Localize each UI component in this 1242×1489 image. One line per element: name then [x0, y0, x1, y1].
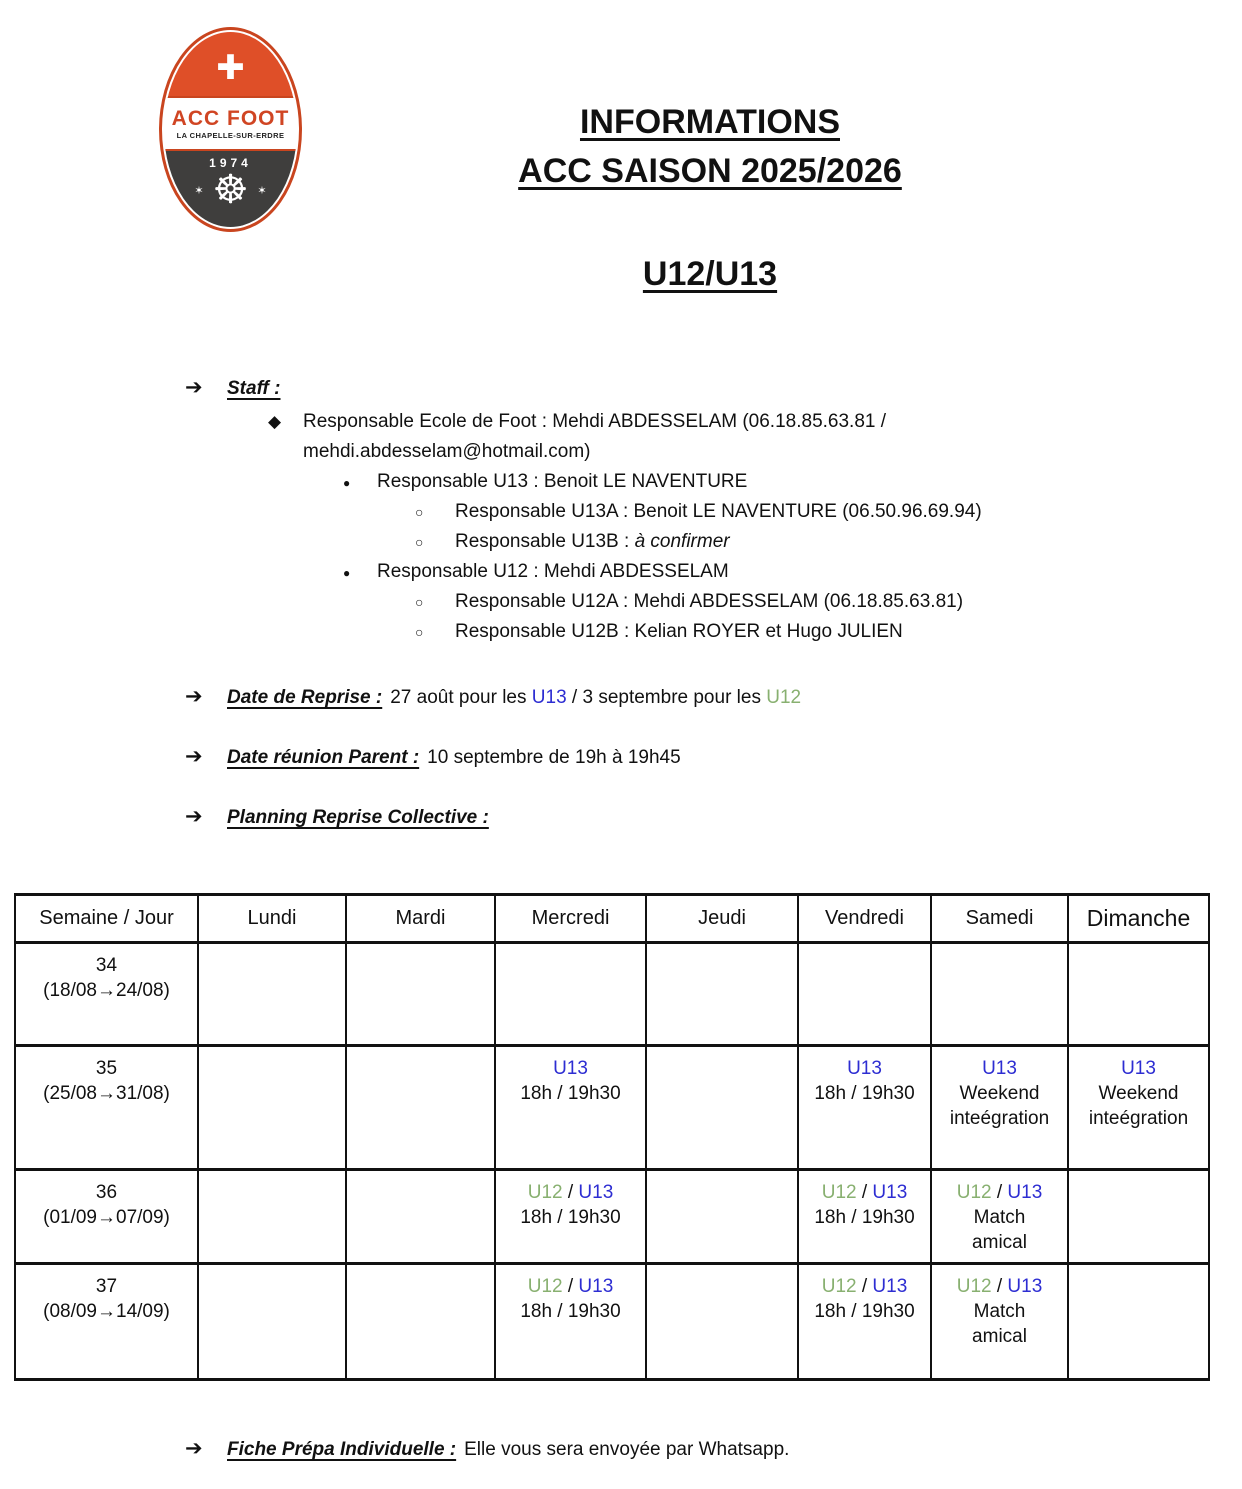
day-cell: U12 / U13 18h / 19h30 — [495, 1264, 646, 1380]
table-header-row — [15, 895, 1209, 943]
wheel-icon: ☸ — [212, 168, 249, 213]
list-item — [185, 497, 1195, 527]
club-logo-inner — [164, 32, 297, 227]
arrow-bullet-icon: ➔ — [185, 805, 203, 828]
week-label-cell: 35 (25/08→31/08) — [15, 1046, 198, 1170]
day-cell — [198, 1170, 346, 1264]
staff-u13b-italic: à confirmer — [634, 531, 730, 552]
document-title — [300, 98, 1120, 196]
day-cell — [646, 1046, 798, 1170]
reprise-u13-label: U13 — [531, 687, 567, 708]
reunion-text: 10 septembre de 19h à 19h45 — [427, 747, 681, 768]
day-cell: U12 / U13 Match amical — [931, 1170, 1068, 1264]
day-cell — [346, 1264, 495, 1380]
table-header-mardi: Mardi — [346, 895, 495, 943]
logo-middle-band — [164, 98, 297, 149]
list-item — [185, 407, 1195, 437]
title-line-2: ACC SAISON 2025/2026 — [518, 152, 902, 190]
table-header-samedi: Samedi — [931, 895, 1068, 943]
reunion-section — [185, 744, 1195, 769]
category-title — [300, 250, 1120, 299]
day-cell: U12 / U13 Match amical — [931, 1264, 1068, 1380]
staff-lead-line1: Responsable Ecole de Foot : Mehdi ABDESSELAM (06.18.85.63.81 / — [303, 411, 887, 432]
arrow-bullet-icon: ➔ — [185, 1437, 203, 1460]
day-cell — [346, 943, 495, 1046]
day-cell: U12 / U13 18h / 19h30 — [495, 1170, 646, 1264]
staff-heading: Staff : — [227, 378, 281, 399]
day-cell — [198, 943, 346, 1046]
circle-bullet-icon: ○ — [415, 594, 424, 610]
table-header-mercredi: Mercredi — [495, 895, 646, 943]
diamond-bullet-icon: ◆ — [268, 412, 282, 431]
planning-table-body — [15, 943, 1209, 1380]
day-cell — [646, 943, 798, 1046]
club-name: ACC FOOT — [171, 106, 290, 130]
day-cell: U13 18h / 19h30 — [798, 1046, 931, 1170]
day-cell — [346, 1046, 495, 1170]
staff-u12-lead: Responsable U12 : Mehdi ABDESSELAM — [377, 561, 729, 582]
staff-u13-lead: Responsable U13 : Benoit LE NAVENTURE — [377, 471, 748, 492]
day-cell — [495, 943, 646, 1046]
day-cell: U12 / U13 18h / 19h30 — [798, 1170, 931, 1264]
day-cell — [1068, 1264, 1209, 1380]
day-cell — [646, 1170, 798, 1264]
dot-bullet-icon: ● — [343, 476, 351, 490]
day-cell — [646, 1264, 798, 1380]
planning-table-wrap — [14, 893, 1210, 1381]
table-row — [15, 943, 1209, 1046]
reprise-u12-label: U12 — [766, 687, 802, 708]
arrow-bullet-icon: ➔ — [185, 745, 203, 768]
fiche-text: Elle vous sera envoyée par Whatsapp. — [464, 1439, 790, 1460]
planning-heading: Planning Reprise Collective : — [227, 807, 489, 828]
ermine-icon: ✶ — [194, 184, 204, 197]
circle-bullet-icon: ○ — [415, 504, 424, 520]
table-header-semaine-jour: Semaine / Jour — [15, 895, 198, 943]
list-item — [185, 467, 1195, 497]
staff-u12a: Responsable U12A : Mehdi ABDESSELAM (06.18.85.63.81) — [455, 591, 964, 612]
arrow-bullet-icon: ➔ — [185, 685, 203, 708]
cross-icon: ✚ — [216, 49, 245, 88]
list-item — [185, 617, 1195, 647]
staff-lead-line2: mehdi.abdesselam@hotmail.com) — [303, 441, 591, 462]
day-cell — [1068, 1170, 1209, 1264]
table-row — [15, 1264, 1209, 1380]
circle-bullet-icon: ○ — [415, 624, 424, 640]
staff-u13a: Responsable U13A : Benoit LE NAVENTURE (06.50.96.69.94) — [455, 501, 982, 522]
club-location: LA CHAPELLE-SUR-ERDRE — [176, 130, 285, 140]
category-label: U12/U13 — [642, 255, 778, 293]
staff-u12b: Responsable U12B : Kelian ROYER et Hugo JULIEN — [455, 621, 903, 642]
week-label-cell: 36 (01/09→07/09) — [15, 1170, 198, 1264]
day-cell — [198, 1046, 346, 1170]
table-row — [15, 1170, 1209, 1264]
day-cell — [798, 943, 931, 1046]
day-cell — [198, 1264, 346, 1380]
reprise-heading: Date de Reprise : — [227, 687, 383, 708]
dot-bullet-icon: ● — [343, 566, 351, 580]
table-header-vendredi: Vendredi — [798, 895, 931, 943]
day-cell — [1068, 943, 1209, 1046]
planning-section — [185, 804, 1195, 829]
day-cell — [931, 943, 1068, 1046]
list-item — [185, 557, 1195, 587]
title-line-1: INFORMATIONS — [579, 103, 840, 141]
planning-table — [14, 893, 1210, 1381]
list-item — [185, 437, 1195, 467]
table-header-jeudi: Jeudi — [646, 895, 798, 943]
staff-u13b-prefix: Responsable U13B : — [455, 531, 635, 552]
week-label-cell: 34 (18/08→24/08) — [15, 943, 198, 1046]
reprise-text: 27 août pour les U13 / 3 septembre pour les U12 — [390, 687, 802, 708]
table-header-dimanche: Dimanche — [1068, 895, 1209, 943]
club-founding-year: 1974 — [209, 156, 252, 171]
reprise-section — [185, 684, 1195, 709]
week-label-cell: 37 (08/09→14/09) — [15, 1264, 198, 1380]
club-logo — [159, 27, 302, 232]
table-header-lundi: Lundi — [198, 895, 346, 943]
circle-bullet-icon: ○ — [415, 534, 424, 550]
day-cell — [346, 1170, 495, 1264]
day-cell: U13 Weekend inteégration — [1068, 1046, 1209, 1170]
day-cell: U13 Weekend inteégration — [931, 1046, 1068, 1170]
logo-top-band — [164, 32, 297, 98]
day-cell: U13 18h / 19h30 — [495, 1046, 646, 1170]
list-item — [185, 587, 1195, 617]
arrow-bullet-icon: ➔ — [185, 376, 203, 399]
staff-section — [185, 375, 1195, 647]
list-item — [185, 527, 1195, 557]
ermine-icon: ✶ — [257, 184, 267, 197]
reunion-heading: Date réunion Parent : — [227, 747, 420, 768]
logo-bottom-band — [164, 149, 297, 227]
day-cell: U12 / U13 18h / 19h30 — [798, 1264, 931, 1380]
fiche-heading: Fiche Prépa Individuelle : — [227, 1439, 457, 1460]
table-row — [15, 1046, 1209, 1170]
fiche-section — [185, 1436, 1195, 1461]
